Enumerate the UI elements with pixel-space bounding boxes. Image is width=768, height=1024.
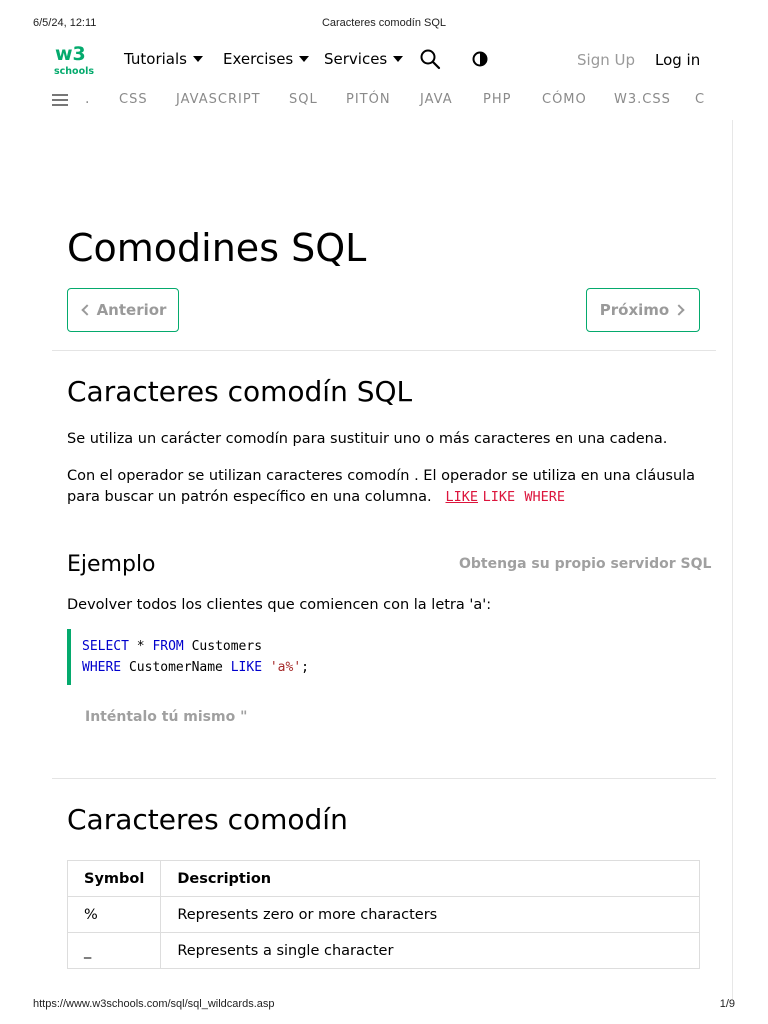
example-heading: Ejemplo — [67, 552, 156, 577]
section-heading-wildcards-sql: Caracteres comodín SQL — [67, 375, 413, 408]
subnav-item-javascript[interactable]: JAVASCRIPT — [176, 92, 261, 107]
table-cell-description: Represents a single character — [161, 933, 700, 969]
search-icon[interactable] — [419, 48, 441, 70]
logo-w3: w3 — [55, 43, 86, 65]
table-header-row — [68, 861, 700, 897]
subnav-item-howto[interactable]: CÓMO — [542, 92, 587, 107]
logo-schools: schools — [54, 66, 94, 77]
section-heading-wildcard-characters: Caracteres comodín — [67, 803, 348, 836]
try-it-yourself-button[interactable]: Inténtalo tú mismo " — [85, 709, 248, 725]
print-title: Caracteres comodín SQL — [321, 17, 447, 29]
subnav-item-sql[interactable]: SQL — [289, 92, 318, 107]
table-cell-description: Represents zero or more characters — [161, 897, 700, 933]
log-in-link[interactable]: Log in — [655, 51, 701, 69]
caret-down-icon — [299, 56, 309, 62]
print-date: 6/5/24, 12:11 — [33, 17, 97, 29]
divider — [52, 778, 716, 779]
w3schools-logo[interactable] — [52, 40, 94, 78]
exercises-menu[interactable] — [223, 50, 309, 68]
intro-paragraph: Se utiliza un carácter comodín para sustituir uno o más caracteres en una cadena. — [67, 431, 668, 447]
previous-button[interactable] — [67, 288, 179, 332]
subnav-item-java[interactable]: JAVA — [420, 92, 453, 107]
subnav-item-css[interactable]: CSS — [119, 92, 148, 107]
sign-up-link[interactable]: Sign Up — [577, 51, 635, 69]
next-button[interactable] — [586, 288, 700, 332]
table-header-symbol: Symbol — [68, 861, 161, 897]
chevron-right-icon — [674, 304, 685, 315]
next-label: Próximo — [599, 301, 670, 319]
table-row — [68, 933, 700, 969]
dark-mode-toggle-icon[interactable] — [469, 48, 491, 70]
previous-label: Anterior — [96, 301, 167, 319]
wildcard-table — [67, 860, 700, 969]
table-cell-symbol: _ — [68, 933, 161, 969]
code-block-accent-bar — [67, 629, 71, 685]
content-right-border — [732, 120, 733, 1000]
exercises-label: Exercises — [223, 50, 294, 68]
print-footer — [0, 994, 768, 1024]
subnav-item-w3css[interactable]: W3.CSS — [614, 92, 671, 107]
caret-down-icon — [193, 56, 203, 62]
top-navigation — [0, 38, 768, 82]
operator-paragraph — [67, 466, 717, 508]
print-header — [0, 0, 768, 40]
table-row — [68, 897, 700, 933]
subject-navigation — [0, 86, 768, 114]
services-menu[interactable] — [324, 50, 403, 68]
tutorials-menu[interactable] — [124, 50, 203, 68]
subnav-truncated-item[interactable]: . — [85, 91, 90, 107]
subnav-item-c[interactable]: C — [695, 92, 706, 107]
page-title: Comodines SQL — [67, 226, 367, 270]
subnav-item-php[interactable]: PHP — [483, 92, 512, 107]
services-label: Services — [324, 50, 388, 68]
divider — [52, 350, 716, 351]
sql-code-block: SELECT * FROM Customers WHERE CustomerName LIKE 'a%'; — [82, 639, 309, 675]
example-description: Devolver todos los clientes que comiencen con la letra 'a': — [67, 597, 492, 613]
like-keyword-link[interactable]: LIKE — [445, 489, 478, 505]
tutorials-label: Tutorials — [124, 50, 187, 68]
subnav-item-python[interactable]: PITÓN — [346, 92, 391, 107]
table-header-description: Description — [161, 861, 700, 897]
operator-paragraph-text: Con el operador se utilizan caracteres comodín . El operador se utiliza en una cláusula para buscar un patrón específico en una columna. — [67, 468, 696, 505]
print-url: https://www.w3schools.com/sql/sql_wildcards.asp — [33, 998, 275, 1010]
table-cell-symbol: % — [68, 897, 161, 933]
like-keyword: LIKE — [482, 489, 516, 505]
chevron-left-icon — [81, 304, 92, 315]
caret-down-icon — [393, 56, 403, 62]
get-own-sql-server-link[interactable]: Obtenga su propio servidor SQL — [459, 556, 712, 572]
menu-icon[interactable] — [52, 94, 68, 107]
where-keyword: WHERE — [524, 489, 565, 505]
print-page-number: 1/9 — [719, 998, 735, 1010]
